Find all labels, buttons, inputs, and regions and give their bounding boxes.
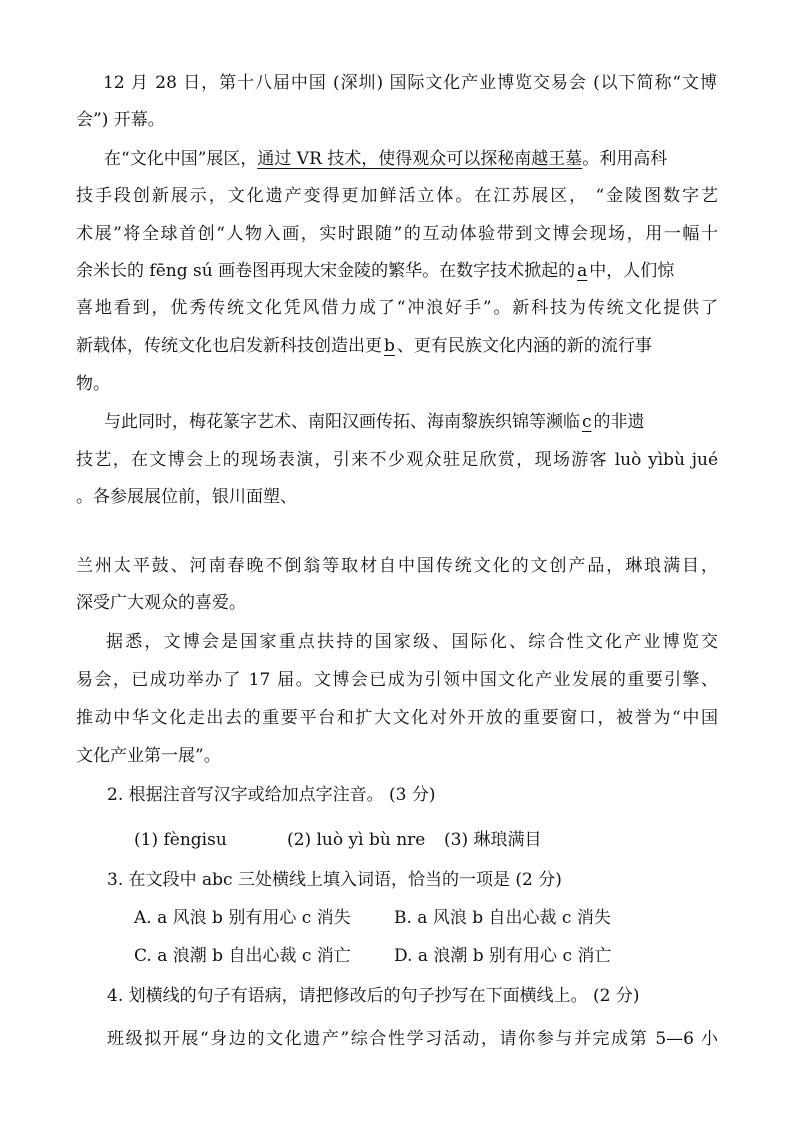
- question-4-stem: 4. 划横线的句子有语病，请把修改后的句子抄写在下面横线上。 (2 分): [107, 986, 640, 1006]
- question-3-option-c: C. a 浪潮 b 自出心裁 c 消亡: [134, 946, 351, 966]
- paragraph-3-line-1-text: 与此同时，梅花篆字艺术、南阳汉画传拓、海南黎族织锦等濒临: [104, 412, 580, 432]
- blank-c: c: [582, 412, 592, 432]
- paragraph-2-continuation: 。利用高科: [582, 149, 668, 169]
- paragraph-5-line-2: 易会，已成功举办了 17 届。文博会已成为引领中国文化产业发展的重要引擎、: [76, 670, 718, 690]
- paragraph-2-line-4-end: 中，人们惊: [589, 261, 675, 281]
- paragraph-3-line-1-end: 的非遗: [593, 412, 645, 432]
- paragraph-6-line-1: 班级拟开展“身边的文化遗产”综合性学习活动，请你参与并完成第 5—6 小: [107, 1029, 718, 1049]
- question-2-item-3: (3) 琳琅满目: [444, 830, 542, 850]
- paragraph-3-line-2: 技艺，在文博会上的现场表演，引来不少观众驻足欣赏，现场游客 luò yìbù jué: [76, 450, 718, 470]
- question-3-option-b: B. a 风浪 b 自出心裁 c 消失: [394, 908, 611, 928]
- paragraph-4-line-2: 深受广大观众的喜爱。: [76, 593, 246, 613]
- blank-b: b: [384, 336, 395, 356]
- paragraph-1-line-1: 12 月 28 日，第十八届中国 (深圳) 国际文化产业博览交易会 (以下简称“文博: [103, 73, 717, 93]
- question-3-option-d: D. a 浪潮 b 别有用心 c 消亡: [394, 946, 612, 966]
- paragraph-2-line-3: 术展”将全球首创“人物入画，实时跟随”的互动体验带到文博会现场，用一幅十: [76, 224, 718, 244]
- question-3-option-a: A. a 风浪 b 别有用心 c 消失: [134, 908, 351, 928]
- paragraph-3-line-3: 。各参展展位前，银川面塑、: [76, 487, 297, 507]
- paragraph-2-line-5: 喜地看到，优秀传统文化凭风借力成了“冲浪好手”。新科技为传统文化提供了: [76, 298, 718, 318]
- paragraph-2-line-7: 物。: [76, 374, 110, 394]
- question-2-item-1: (1) fèngisu: [134, 830, 227, 850]
- paragraph-2-line-6-end: 、更有民族文化内涵的新的流行事: [396, 336, 652, 356]
- paragraph-2-line-2: 技手段创新展示，文化遗产变得更加鲜活立体。在江苏展区， “金陵图数字艺: [76, 186, 718, 206]
- question-3-stem: 3. 在文段中 abc 三处横线上填入词语，恰当的一项是 (2 分): [107, 870, 562, 890]
- paragraph-1-line-2: 会”) 开幕。: [76, 110, 165, 130]
- paragraph-5-line-1: 据悉，文博会是国家重点扶持的国家级、国际化、综合性文化产业博览交: [106, 632, 718, 652]
- paragraph-2-line-1: [104, 146, 667, 172]
- paragraph-2-line-4-text: 余米长的 fēng sú 画卷图再现大宋金陵的繁华。在数字技术掀起的: [76, 261, 576, 281]
- blank-a: a: [577, 261, 588, 281]
- paragraph-2-intro: 在“文化中国”展区，: [104, 149, 258, 169]
- underlined-sentence: 通过 VR 技术，使得观众可以探秘南越王墓: [257, 149, 583, 169]
- paragraph-3-line-1: [104, 409, 645, 435]
- paragraph-2-line-6-text: 新载体，传统文化也启发新科技创造出更: [76, 336, 382, 356]
- paragraph-5-line-4: 文化产业第一展”。: [76, 746, 221, 766]
- paragraph-5-line-3: 推动中华文化走出去的重要平台和扩大文化对外开放的重要窗口，被誉为“中国: [76, 708, 718, 728]
- paragraph-4-line-1: 兰州太平鼓、河南春晚不倒翁等取材自中国传统文化的文创产品，琳琅满目，: [76, 556, 718, 576]
- paragraph-2-line-4: [76, 258, 674, 284]
- paragraph-2-line-6: [76, 333, 652, 359]
- question-2-stem: 2. 根据注音写汉字或给加点字注音。 (3 分): [107, 785, 436, 805]
- question-2-item-2: (2) luò yì bù nre: [287, 830, 426, 850]
